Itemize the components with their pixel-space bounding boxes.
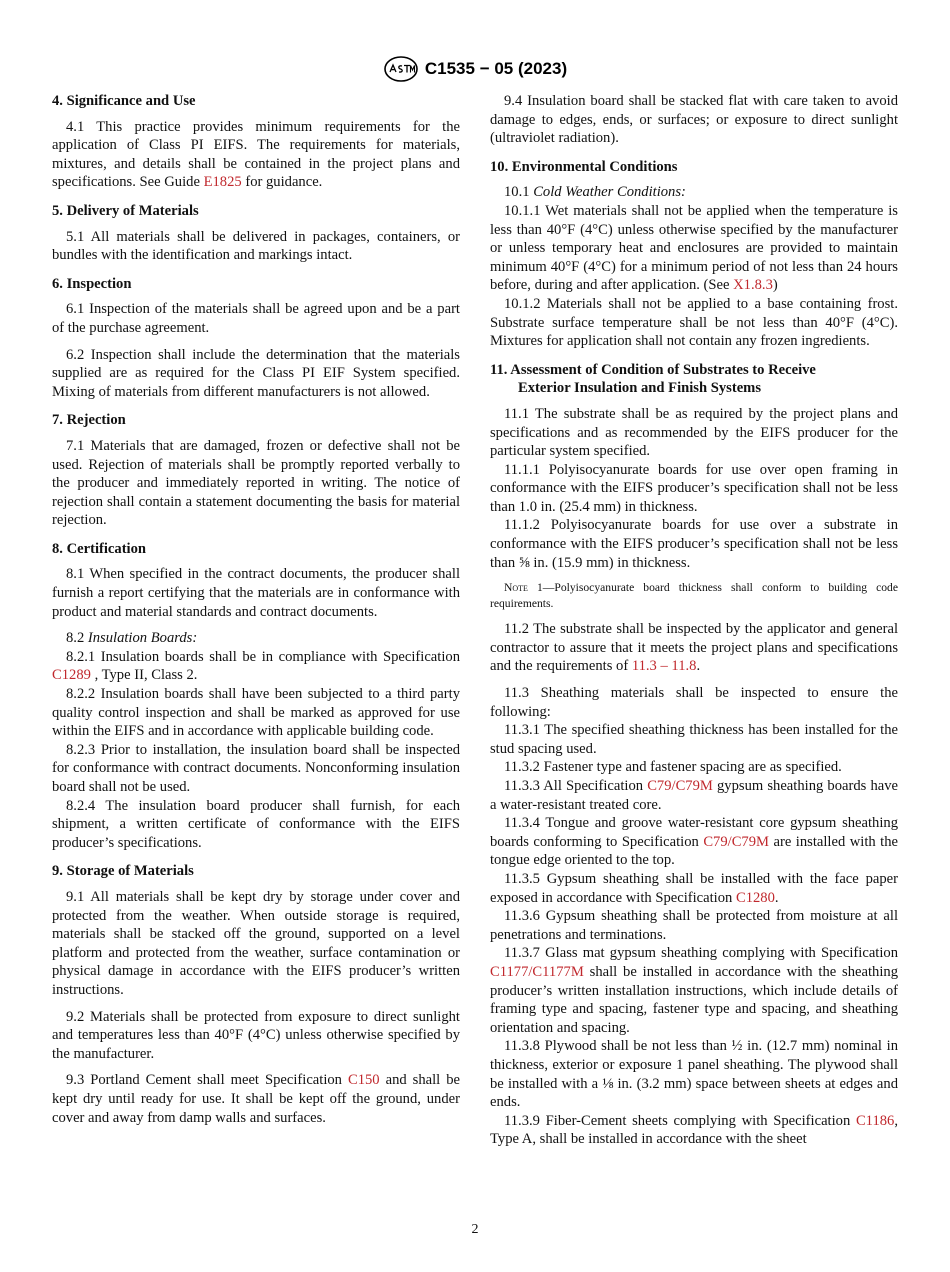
paragraph: 9.3 Portland Cement shall meet Specification C150 and shall be kept dry until ready for use. It shall be kept off the ground, under cover and away from damp walls and surfaces. bbox=[52, 1072, 460, 1126]
page-number: 2 bbox=[471, 1222, 479, 1237]
section-heading: 4. Significance and Use bbox=[52, 93, 196, 109]
standard-link[interactable]: C1186 bbox=[855, 1112, 895, 1129]
standard-link[interactable]: C1289 bbox=[52, 667, 91, 684]
document-designation: C1535 − 05 (2023) bbox=[424, 59, 568, 78]
paragraph: 10.1.1 Wet materials shall not be applied when the temperature is less than 40°F (4°C) unless otherwise specified by the manufacturer or unless temporary heat and enclosures are provided to maintain minimum 40°F (4°C) for a minimum period of not less than 24 hours before, during and after application. (See X1.8.3) bbox=[490, 202, 898, 294]
paragraph: 8.2.1 Insulation boards shall be in compliance with Specification C1289 , Type II, Class 2. bbox=[52, 648, 460, 684]
left-column bbox=[52, 92, 460, 1127]
paragraph: 8.1 When specified in the contract documents, the producer shall furnish a report certifying that the materials are in conformance with product and material standards and contract documents. bbox=[52, 566, 460, 620]
section-heading: 9. Storage of Materials bbox=[52, 863, 194, 880]
section-link[interactable]: X1.8.3 bbox=[733, 277, 773, 294]
section-heading: 11. Assessment of Condition of Substrates to Receive Exterior Insulation and Finish Systems bbox=[490, 361, 816, 397]
paragraph: 10.1 Cold Weather Conditions: bbox=[504, 184, 686, 201]
paragraph: 11.1 The substrate shall be as required by the project plans and specifications and as recommended by the EIFS producer for the particular system specified. bbox=[490, 405, 898, 460]
paragraph: 11.3.2 Fastener type and fastener spacing are as specified. bbox=[504, 759, 842, 776]
paragraph: 9.2 Materials shall be protected from exposure to direct sunlight and temperatures less than 40°F (4°C) unless otherwise specified by the manufacturer. bbox=[52, 1008, 460, 1062]
paragraph: 11.3.6 Gypsum sheathing shall be protected from moisture at all penetrations and terminations. bbox=[490, 908, 898, 943]
paragraph: 11.1.2 Polyisocyanurate boards for use over a substrate in conformance with the EIFS producer’s specification shall not be less than ⅝ in. (15.9 mm) in thickness. bbox=[490, 517, 898, 571]
paragraph: 11.3.4 Tongue and groove water-resistant core gypsum sheathing boards conforming to Specification C79/C79M are installed with the tongue edge oriented to the top. bbox=[490, 815, 898, 869]
section-link[interactable]: 11.3 – 11.8 bbox=[631, 658, 697, 675]
note: Note 1—Polyisocyanurate board thickness shall conform to building code requirements. bbox=[490, 581, 898, 611]
section-heading: 7. Rejection bbox=[52, 412, 126, 429]
paragraph: 5.1 All materials shall be delivered in packages, containers, or bundles with the identification and markings intact. bbox=[52, 228, 460, 264]
paragraph: 11.3.8 Plywood shall be not less than ½ in. (12.7 mm) nominal in thickness, exterior or exposure 1 panel sheathing. The plywood shall be installed with a ⅛ in. (3.2 mm) space between sheets at edges and ends. bbox=[490, 1038, 898, 1111]
paragraph: 9.4 Insulation board shall be stacked flat with care taken to avoid damage to edges, ends, or surfaces; or exposure to direct sunlight (ultraviolet radiation). bbox=[490, 93, 898, 147]
standard-link[interactable]: E1825 bbox=[203, 174, 242, 191]
astm-logo bbox=[383, 55, 419, 83]
paragraph: 8.2.3 Prior to installation, the insulation board shall be inspected for conformance with contract documents. Nonconforming insulation board shall not be used. bbox=[52, 741, 460, 795]
paragraph: 7.1 Materials that are damaged, frozen or defective shall not be used. Rejection of materials shall be promptly reported verbally to the producer and immediately reported in writing. The notice of rejection shall contain a statement documenting the basis for material rejection. bbox=[52, 437, 460, 529]
paragraph: 6.2 Inspection shall include the determination that the materials supplied are as required for the Class PI EIF System specified. Mixing of materials from different manufacturers is not allowed. bbox=[52, 346, 460, 400]
standard-link[interactable]: C1177/C1177M bbox=[490, 963, 584, 980]
paragraph: 8.2.2 Insulation boards shall have been subjected to a third party quality control inspection and shall be marked as approved for use within the EIFS and in accordance with applicable building code. bbox=[52, 686, 460, 740]
paragraph: 8.2 Insulation Boards: bbox=[66, 630, 198, 647]
paragraph: 11.3.7 Glass mat gypsum sheathing complying with Specification C1177/C1177M shall be installed in accordance with the sheathing producer’s written installation instructions, which include details of framing type and spacing, fastener type and spacing, and sheathing orientation and spacing. bbox=[490, 945, 898, 1036]
paragraph: 11.3.3 All Specification C79/C79M gypsum sheathing boards have a water-resistant treated core. bbox=[490, 778, 899, 813]
standard-link[interactable]: C79/C79M bbox=[647, 778, 713, 794]
section-heading: 5. Delivery of Materials bbox=[52, 202, 199, 219]
paragraph: 11.3.1 The specified sheathing thickness has been installed for the stud spacing used. bbox=[490, 722, 898, 757]
section-heading: 10. Environmental Conditions bbox=[490, 158, 678, 175]
page-header bbox=[0, 55, 950, 88]
paragraph: 11.2 The substrate shall be inspected by the applicator and general contractor to assure that it meets the project plans and specifications and the requirements of 11.3 – 11.8. bbox=[490, 621, 898, 675]
paragraph: 9.1 All materials shall be kept dry by storage under cover and protected from the weather. When outside storage is required, materials shall be stacked off the ground, supported on a level platform and protected from the weather, surface contamination or physical damage in accordance with the EIFS producer’s written instructions. bbox=[52, 888, 460, 998]
section-heading: 6. Inspection bbox=[52, 275, 132, 292]
section-heading: 8. Certification bbox=[52, 540, 147, 557]
paragraph: 11.1.1 Polyisocyanurate boards for use over open framing in conformance with the EIFS producer’s specification shall not be less than 1.0 in. (25.4 mm) in thickness. bbox=[490, 461, 898, 515]
standard-link[interactable]: C150 bbox=[347, 1072, 380, 1089]
paragraph: 10.1.2 Materials shall not be applied to a base containing frost. Substrate surface temperature shall be not less than 40°F (4°C). Mixtures for application shall not contain any frozen ingredients. bbox=[490, 295, 898, 350]
standard-link[interactable]: C1280 bbox=[735, 889, 775, 906]
standard-link[interactable]: C79/C79M bbox=[703, 833, 769, 850]
paragraph: 6.1 Inspection of the materials shall be agreed upon and be a part of the purchase agreement. bbox=[52, 301, 460, 336]
paragraph: 11.3.5 Gypsum sheathing shall be installed with the face paper exposed in accordance with Specification C1280. bbox=[490, 870, 898, 906]
right-column bbox=[490, 92, 898, 1149]
paragraph: 11.3.9 Fiber-Cement sheets complying with Specification C1186, Type A, shall be installed in accordance with the sheet bbox=[490, 1112, 898, 1148]
paragraph: 8.2.4 The insulation board producer shall furnish, for each shipment, a written certificate of conformance with the EIFS producer’s specifications. bbox=[52, 797, 460, 851]
paragraph: 4.1 This practice provides minimum requirements for the application of Class PI EIFS. The requirements for materials, mixtures, and details shall be contained in the project plans and specifications. See Guide E1825 for guidance. bbox=[52, 118, 460, 191]
paragraph: 11.3 Sheathing materials shall be inspected to ensure the following: bbox=[490, 685, 898, 720]
